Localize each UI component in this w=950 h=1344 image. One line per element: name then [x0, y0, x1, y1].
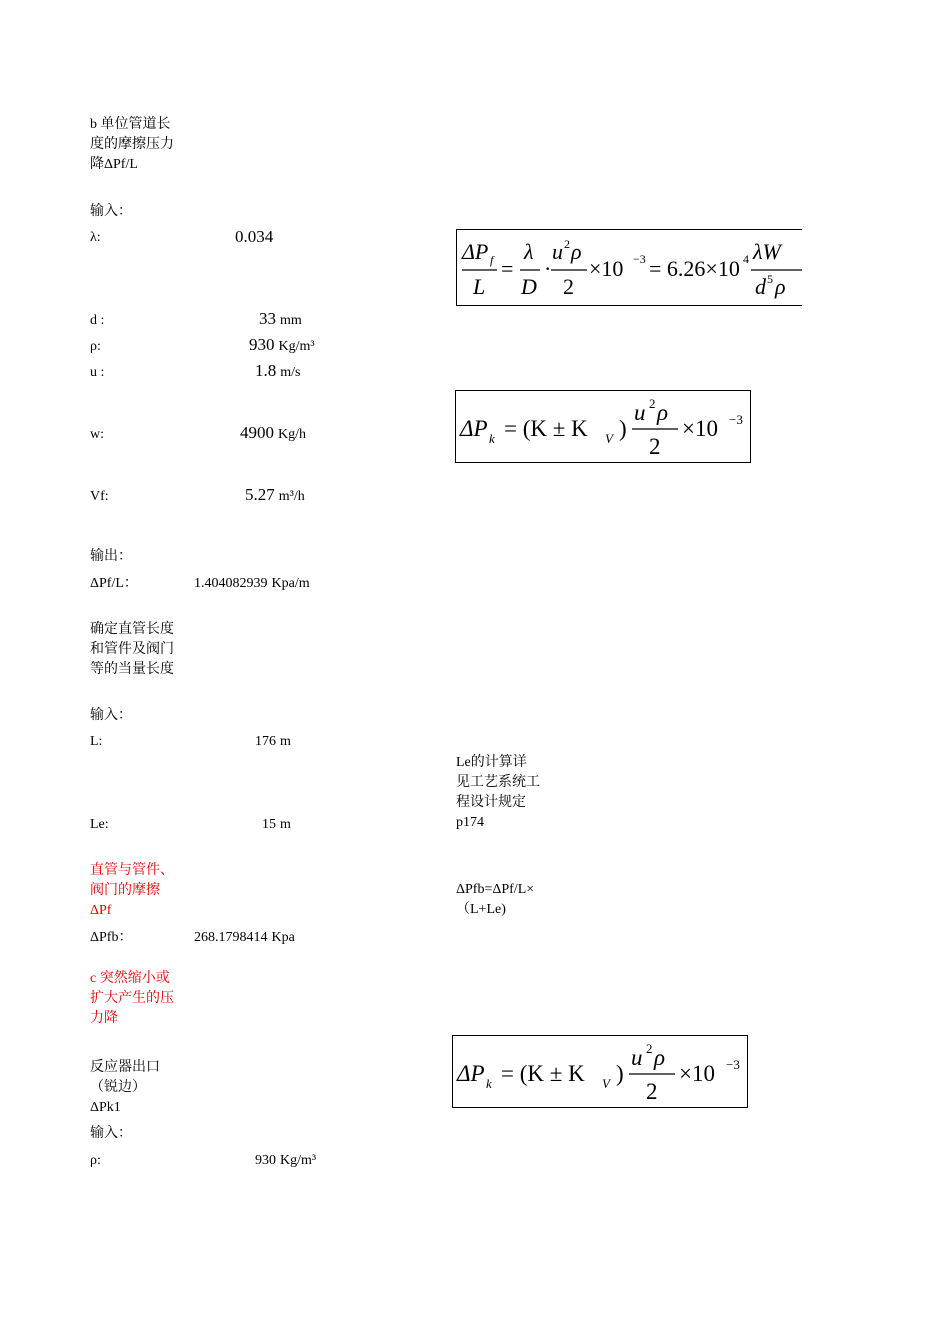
f1-sub-f: f — [490, 253, 494, 267]
u-label: u : — [90, 365, 105, 380]
f1-d: d — [755, 274, 766, 299]
dpfl-cell — [194, 574, 310, 594]
f1-lamW: λW — [753, 239, 781, 264]
lambda-label: λ: — [90, 230, 101, 245]
formula-1-svg — [457, 230, 802, 305]
f3-sub-k: k — [486, 1076, 492, 1091]
f3-ten: ×10 — [679, 1061, 715, 1086]
f3-exp-m3: −3 — [726, 1057, 740, 1072]
L-unit: m — [280, 734, 291, 749]
d-label: d : — [90, 313, 105, 328]
vf-unit: m³/h — [278, 489, 305, 504]
input-label: 输入： — [90, 204, 132, 219]
output-label: 输出： — [90, 549, 132, 564]
f1-L: L — [473, 274, 486, 299]
rho-label: ρ: — [90, 339, 101, 354]
section-c-title: c 突然缩小或扩大产生的压力降 — [90, 971, 174, 1026]
d-unit: mm — [280, 313, 302, 328]
f1-exp-m3: −3 — [633, 252, 646, 266]
f2-sub-v: V — [605, 431, 613, 446]
section-length-title: 确定直管长度和管件及阀门等的当量长度 — [90, 622, 174, 677]
rho2-label: ρ: — [90, 1153, 101, 1168]
rho-unit: Kg/m³ — [278, 339, 315, 354]
rho2-unit: Kg/m³ — [280, 1153, 317, 1168]
dpfb-value: 268.1798414 — [194, 930, 268, 945]
f3-dp: ΔP — [457, 1061, 485, 1086]
dpfb-unit: Kpa — [271, 930, 295, 945]
le-note: Le的计算详见工艺系统工程设计规定p174 — [456, 755, 540, 830]
formula-local-loss-2 — [452, 1035, 748, 1108]
rho-value: 930 — [249, 335, 275, 354]
input-label-2: 输入： — [90, 708, 132, 723]
dpfl-value: 1.404082939 — [194, 576, 268, 591]
L-label: L: — [90, 734, 103, 749]
d-cell — [259, 309, 302, 331]
f1-exp5: 5 — [767, 272, 773, 286]
f2-rho: ρ — [657, 400, 669, 425]
f1-lambda: λ — [524, 239, 534, 264]
lambda-value: 0.034 — [235, 227, 274, 246]
dpfl-label: ΔPf/L： — [90, 576, 138, 591]
rho2-value: 930 — [255, 1153, 276, 1168]
dpfb-formula-note: ΔPfb=ΔPf/L×（L+Le) — [456, 882, 535, 917]
formula-friction-per-length — [456, 229, 802, 306]
dpfl-unit: Kpa/m — [271, 576, 310, 591]
f1-ten: ×10 — [589, 256, 624, 281]
u-unit: m/s — [280, 365, 301, 380]
L-cell — [255, 732, 291, 752]
f2-ten: ×10 — [682, 416, 718, 441]
f1-dot: · — [544, 256, 552, 281]
vf-value: 5.27 — [245, 485, 275, 504]
rho-cell — [249, 335, 315, 357]
f3-sub-v: V — [602, 1076, 610, 1091]
f1-rho2: ρ — [775, 274, 786, 299]
u-value: 1.8 — [255, 361, 277, 380]
f1-exp2: 2 — [564, 237, 570, 251]
formula-3-svg — [453, 1036, 747, 1107]
u-cell — [255, 361, 300, 383]
f2-exp2: 2 — [649, 396, 656, 411]
f1-two: 2 — [563, 274, 574, 299]
Le-cell — [262, 815, 291, 835]
f2-two: 2 — [649, 434, 661, 459]
dpfb-label: ΔPfb： — [90, 930, 133, 945]
w-cell — [240, 423, 306, 445]
f1-coef: = 6.26×10 — [649, 256, 740, 281]
f2-dp: ΔP — [460, 416, 488, 441]
Le-label: Le: — [90, 817, 109, 832]
L-value: 176 — [255, 734, 276, 749]
f2-exp-m3: −3 — [729, 412, 743, 427]
formula-local-loss-1 — [455, 390, 751, 463]
Le-unit: m — [280, 817, 291, 832]
f2-mid: = (K ± K — [504, 416, 588, 441]
f3-rho: ρ — [654, 1045, 666, 1070]
f1-eq: = — [501, 256, 514, 281]
f1-u: u — [552, 239, 563, 264]
f2-u: u — [634, 400, 646, 425]
f2-close: ) — [619, 416, 627, 441]
w-label: w: — [90, 427, 104, 442]
f1-D: D — [521, 274, 537, 299]
f3-exp2: 2 — [646, 1041, 653, 1056]
formula-2-svg — [456, 391, 750, 462]
f3-mid: = (K ± K — [501, 1061, 585, 1086]
f1-exp4: 4 — [743, 252, 749, 266]
f3-u: u — [631, 1045, 643, 1070]
w-value: 4900 — [240, 423, 274, 442]
w-unit: Kg/h — [278, 427, 306, 442]
vf-label: Vf: — [90, 489, 109, 504]
vf-cell — [245, 485, 305, 507]
d-value: 33 — [259, 309, 276, 328]
f2-sub-k: k — [489, 431, 495, 446]
f1-rho: ρ — [571, 239, 582, 264]
Le-value: 15 — [262, 817, 276, 832]
rho2-cell — [255, 1151, 316, 1171]
section-c-subtitle: 反应器出口（锐边）ΔPk1 — [90, 1060, 160, 1115]
dpfb-cell — [194, 928, 295, 948]
f3-two: 2 — [646, 1079, 658, 1104]
section-b-title: b 单位管道长度的摩擦压力降ΔPf/L — [90, 117, 174, 172]
f1-dp: ΔP — [462, 239, 489, 264]
section-friction-title: 直管与管件、阀门的摩擦ΔPf — [90, 863, 174, 918]
input-label-3: 输入： — [90, 1126, 132, 1141]
f3-close: ) — [616, 1061, 624, 1086]
